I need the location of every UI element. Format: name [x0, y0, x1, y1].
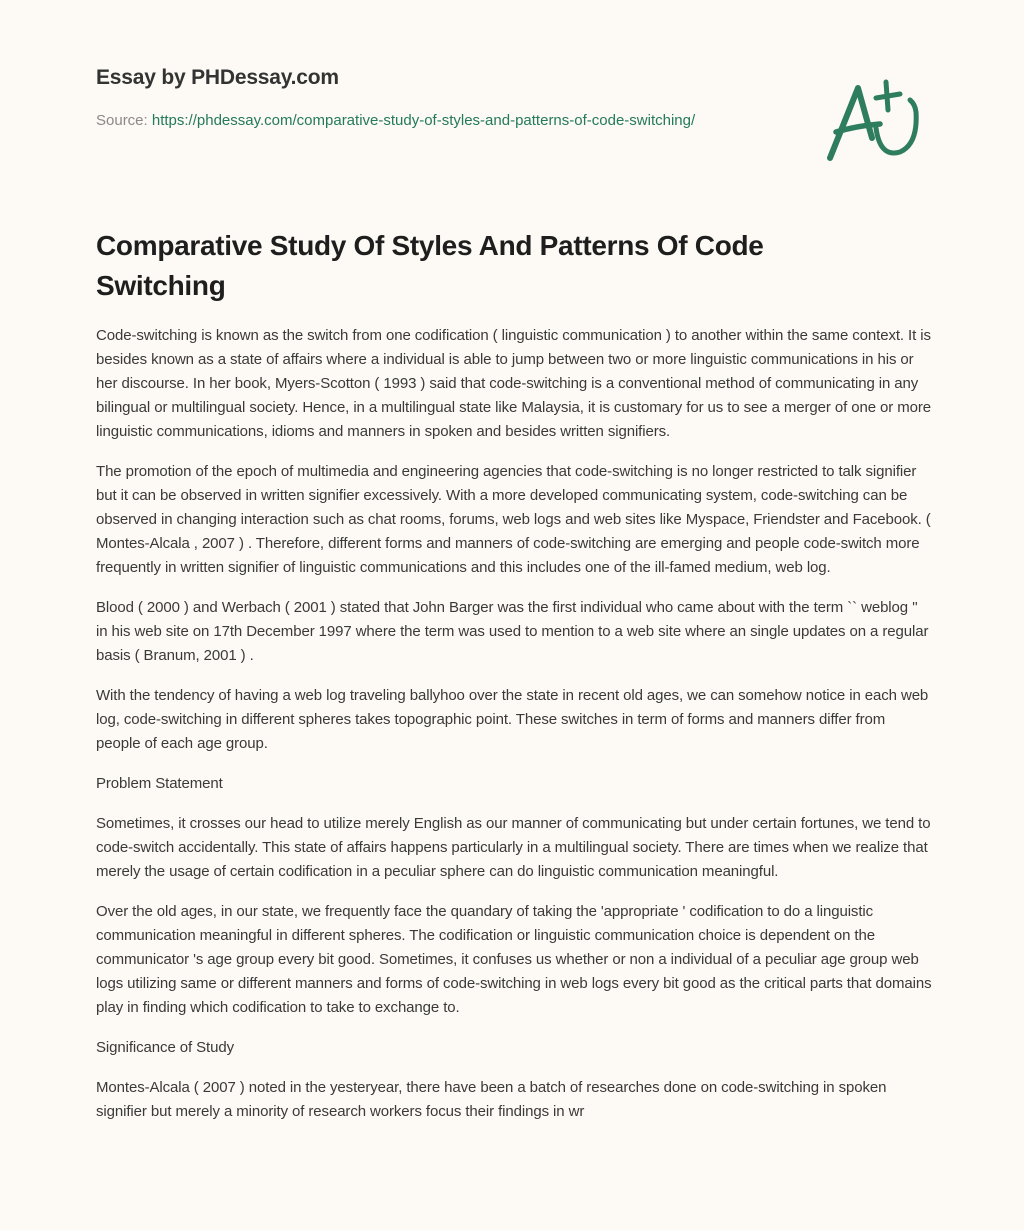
- paragraph: Montes-Alcala ( 2007 ) noted in the yesteryear, there have been a batch of researches done on code-switching in spoken signifier but merely a minority of research workers focus their findings in wr: [96, 1079, 887, 1120]
- paragraph: The promotion of the epoch of multimedia and engineering agencies that code-switching is no longer restricted to talk signifier but it can be observed in written signifier excessively. With a more developed communicating system, code-switching can be observed in changing interaction such as chat rooms, forums, web logs and web sites like Myspace, Friendster and Facebook. ( Montes-Alcala , 2007 ) . Therefore, different forms and manners of code-switching are emerging and people code-switch more frequently in written signifier of linguistic communications and this includes one of the ill-famed medium, web log.: [96, 463, 931, 576]
- paragraph: Sometimes, it crosses our head to utilize merely English as our manner of communicating but under certain fortunes, we tend to code-switch accidentally. This state of affairs happens particularly in a multilingual society. There are times when we realize that merely the usage of certain codification in a peculiar sphere can do linguistic communication meaningful.: [96, 815, 931, 880]
- section-heading-problem-statement: Problem Statement: [96, 775, 223, 792]
- article-body: [96, 324, 932, 1140]
- paragraph: Over the old ages, in our state, we frequently face the quandary of taking the 'appropriate ' codification to do a linguistic communication meaningful in different spheres. The codification or linguistic communication choice is dependent on the communicator 's age group every bit good. Sometimes, it confuses us whether or non a individual of a peculiar age group web logs utilizing same or different manners and forms of code-switching in web logs every bit good as the critical parts that domains play in finding which codification to take to exchange to.: [96, 903, 932, 1016]
- paragraph: With the tendency of having a web log traveling ballyhoo over the state in recent old ages, we can somehow notice in each web log, code-switching in different spheres takes topographic point. These switches in term of forms and manners differ from people of each age group.: [96, 687, 929, 752]
- a-plus-grade-icon: [818, 60, 938, 170]
- site-title: Essay by PHDessay.com: [96, 66, 339, 89]
- source-line: [96, 109, 756, 133]
- paragraph: Code-switching is known as the switch from one codification ( linguistic communication ) to another within the same context. It is besides known as a state of affairs where a individual is able to jump between two or more linguistic communications in his or her discourse. In her book, Myers-Scotton ( 1993 ) said that code-switching is a conventional method of communicating in any bilingual or multilingual society. Hence, in a multilingual state like Malaysia, it is customary for us to see a merger of one or more linguistic communications, idioms and manners in spoken and besides written signifiers.: [96, 327, 932, 440]
- page-header: [96, 64, 756, 133]
- source-link[interactable]: https://phdessay.com/comparative-study-of-styles-and-patterns-of-code-switching/: [151, 112, 696, 129]
- source-label: Source:: [96, 112, 148, 129]
- article-title: Comparative Study Of Styles And Patterns Of Code Switching: [96, 230, 764, 301]
- paragraph: Blood ( 2000 ) and Werbach ( 2001 ) stated that John Barger was the first individual who came about with the term `` weblog '' in his web site on 17th December 1997 where the term was used to mention to a web site where an single updates on a regular basis ( Branum, 2001 ) .: [96, 599, 929, 664]
- section-heading-significance-of-study: Significance of Study: [96, 1039, 234, 1056]
